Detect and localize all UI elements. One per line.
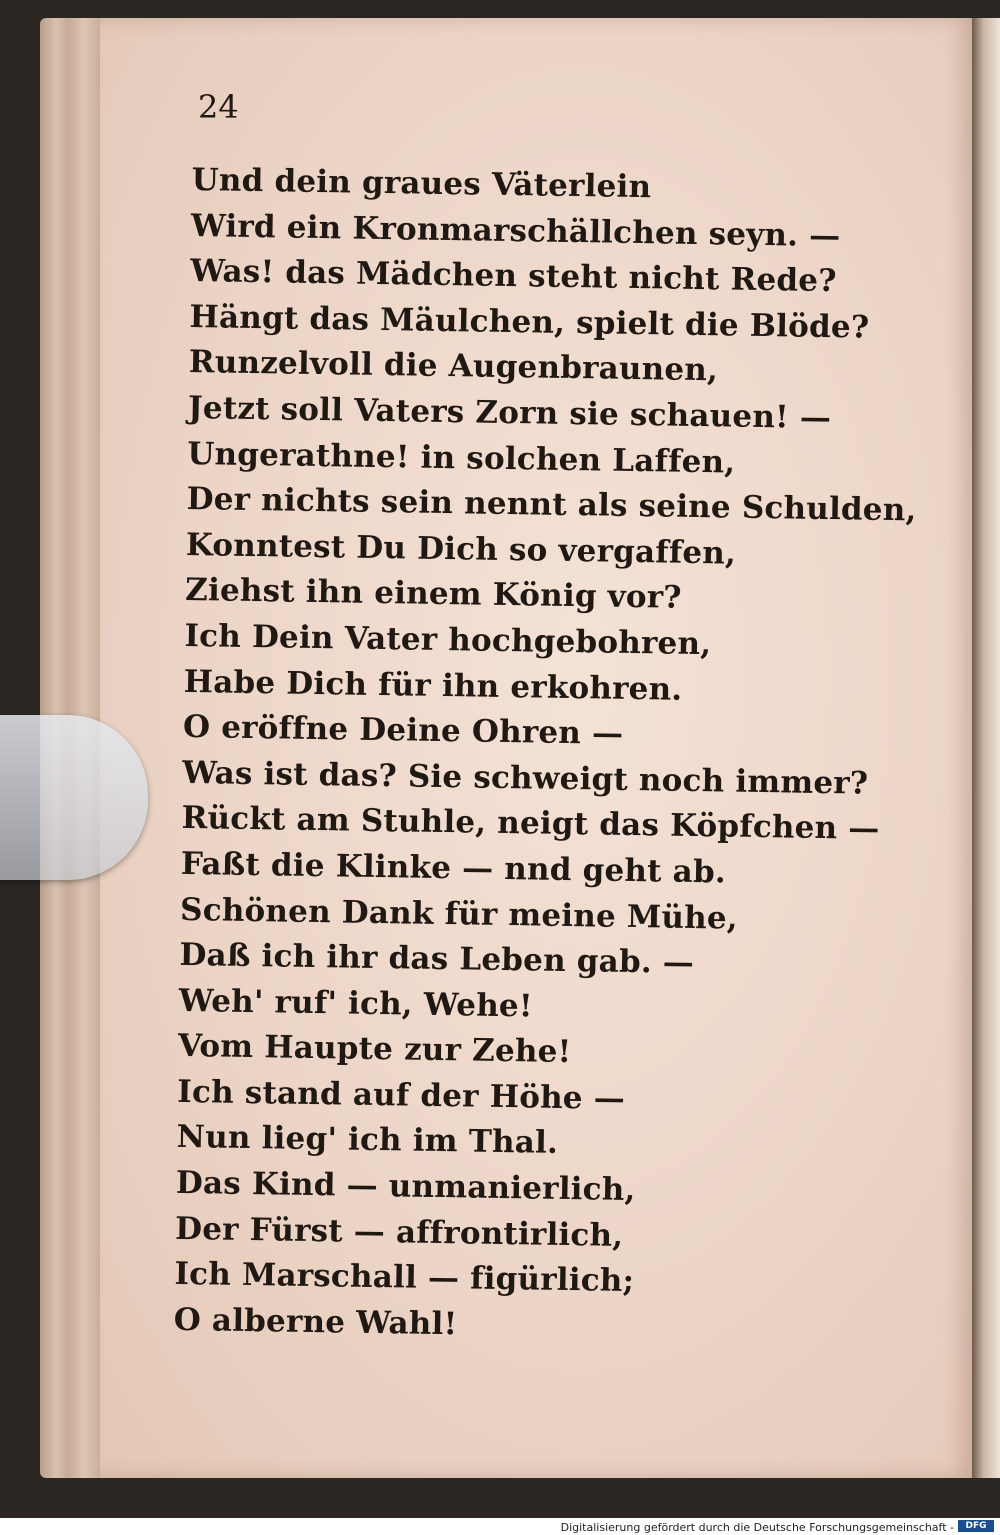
poem-line: Und dein graues Väterlein [191, 161, 652, 206]
poem-line: Der nichts sein nennt als seine Schulden, [186, 481, 917, 529]
poem-line: Faßt die Klinke — nnd geht ab. [180, 845, 727, 891]
poem-line: Ich stand auf der Höhe — [177, 1073, 626, 1117]
poem-line: Konntest Du Dich so vergaffen, [185, 526, 737, 572]
poem-line: Weh' ruf' ich, Wehe! [178, 982, 533, 1025]
dfg-logo: DFG [958, 1520, 994, 1532]
poem-line: Rückt am Stuhle, neigt das Köpfchen — [181, 800, 880, 848]
poem-line: Ungerathne! in solchen Laffen, [187, 435, 736, 481]
page-number: 24 [198, 88, 239, 126]
poem-line: Der Fürst — affrontirlich, [174, 1210, 624, 1254]
poem-line: Daß ich ihr das Leben gab. — [179, 936, 695, 982]
poem-line: Ich Dein Vater hochgebohren, [184, 617, 712, 663]
poem-line: O eröffne Deine Ohren — [182, 709, 624, 752]
book-spine [972, 18, 1000, 1478]
poem-line: Vom Haupte zur Zehe! [177, 1028, 572, 1071]
poem-line: Schönen Dank für meine Mühe, [179, 891, 739, 937]
poem-line: Was ist das? Sie schweigt noch immer? [182, 754, 869, 802]
poem-line: Das Kind — unmanierlich, [175, 1164, 636, 1209]
poem-line: Habe Dich für ihn erkohren. [183, 663, 683, 708]
bookmark-clip [0, 715, 148, 880]
poem-line: Was! das Mädchen steht nicht Rede? [189, 253, 837, 300]
poem-line: Runzelvoll die Augenbraunen, [188, 344, 719, 389]
poem-line: Nun lieg' ich im Thal. [176, 1119, 559, 1162]
poem-text [173, 158, 921, 1355]
poem-line: Wird ein Kronmarschällchen seyn. — [190, 207, 841, 254]
poem-line: Ich Marschall — figürlich; [174, 1256, 635, 1300]
poem-line: Ziehst ihn einem König vor? [184, 572, 682, 617]
poem-line: O alberne Wahl! [173, 1301, 458, 1343]
poem-line: Hängt das Mäulchen, spielt die Blöde? [189, 298, 870, 346]
footer-credit: Digitalisierung gefördert durch die Deutsche Forschungsgemeinschaft - [560, 1521, 954, 1534]
poem-line: Jetzt soll Vaters Zorn sie schauen! — [187, 389, 832, 437]
